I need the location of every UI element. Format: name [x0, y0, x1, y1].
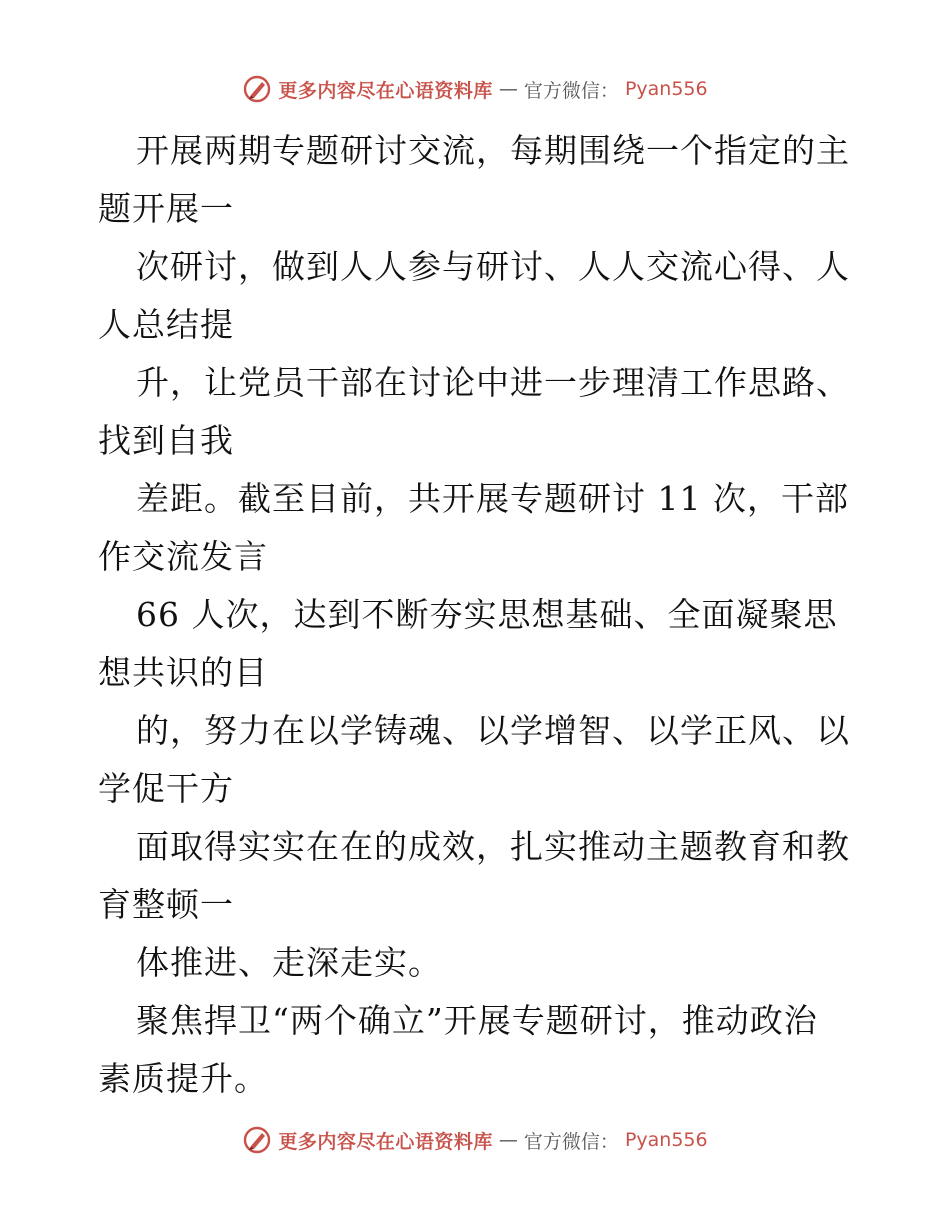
body-line: 的，努力在以学铸魂、以学增智、以学正风、以 — [136, 711, 850, 750]
body-line: 育整顿一 — [98, 885, 234, 924]
body-line: 素质提升。 — [98, 1059, 268, 1098]
watermark-dash: — — [498, 1129, 518, 1151]
document-body — [98, 122, 858, 1108]
footer-watermark — [0, 1125, 950, 1155]
header-watermark — [0, 74, 950, 104]
body-line: 作交流发言 — [98, 537, 268, 576]
body-line: 题开展一 — [98, 189, 234, 228]
watermark-brand-text: 更多内容尽在心语资料库 — [278, 1130, 493, 1153]
watermark-official-label: 官方微信： — [523, 1130, 619, 1153]
pen-logo-icon — [242, 1125, 272, 1155]
body-line: 次研讨，做到人人参与研讨、人人交流心得、人 — [136, 247, 850, 286]
watermark-dash: — — [498, 78, 518, 100]
body-line: 聚焦捍卫“两个确立”开展专题研讨，推动政治 — [136, 1001, 818, 1040]
body-line: 升，让党员干部在讨论中进一步理清工作思路、 — [136, 363, 850, 402]
body-line: 想共识的目 — [98, 653, 268, 692]
body-line: 人总结提 — [98, 305, 234, 344]
body-line: 开展两期专题研讨交流，每期围绕一个指定的主 — [136, 131, 850, 170]
watermark-brand-text: 更多内容尽在心语资料库 — [278, 79, 493, 102]
body-line: 找到自我 — [98, 421, 234, 460]
watermark-wechat-id: Pyan556 — [624, 1129, 708, 1151]
body-line: 学促干方 — [98, 769, 234, 808]
body-line: 体推进、走深走实。 — [136, 943, 442, 982]
watermark-official-label: 官方微信： — [523, 79, 619, 102]
body-line: 66 人次，达到不断夯实思想基础、全面凝聚思 — [136, 595, 838, 634]
watermark-wechat-id: Pyan556 — [624, 78, 708, 100]
body-line: 面取得实实在在的成效，扎实推动主题教育和教 — [136, 827, 850, 866]
pen-logo-icon — [242, 74, 272, 104]
body-line: 差距。截至目前，共开展专题研讨 11 次，干部 — [136, 479, 849, 518]
